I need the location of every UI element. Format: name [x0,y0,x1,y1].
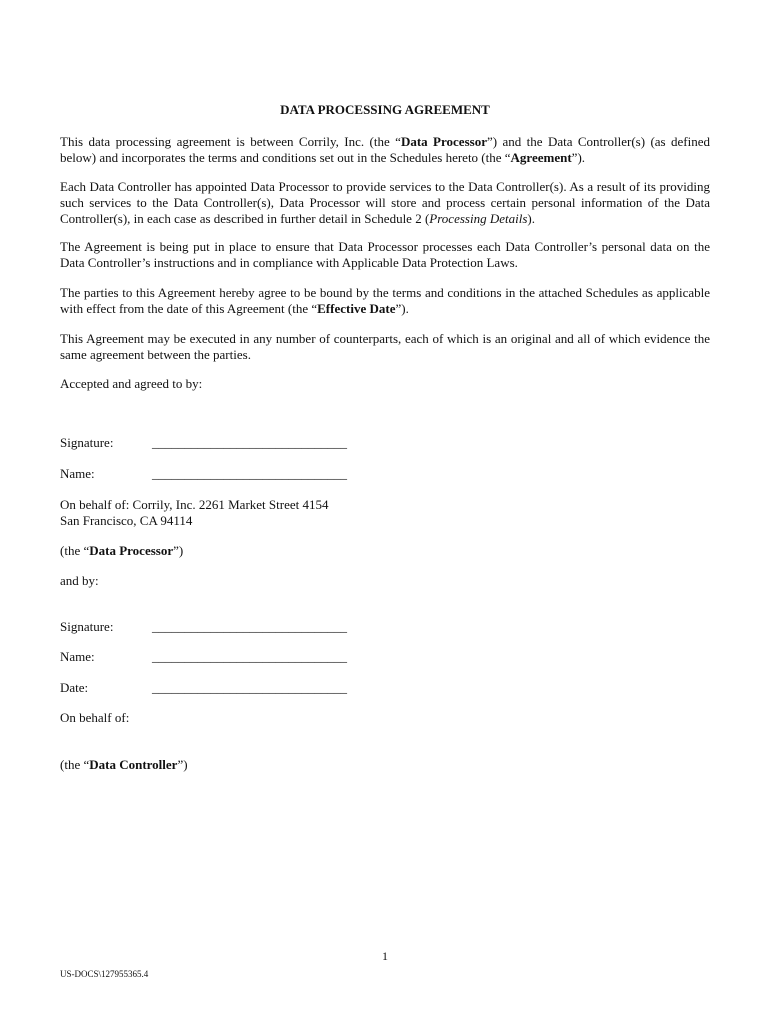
processor-behalf-line1: On behalf of: Corrily, Inc. 2261 Market Street 4154 [60,497,329,512]
intro-paragraph: This data processing agreement is between Corrily, Inc. (the “Data Processor”) and the Data Controller(s) (as defined below) and incorporates the terms and conditions set out in the Schedules hereto (the “Agreement”). [60,134,710,165]
processor-signature-label: Signature: [60,435,114,450]
processor-signature-line[interactable]: ______________________________ [152,435,347,450]
binding-paragraph: The parties to this Agreement hereby agree to be bound by the terms and conditions in the attached Schedules as applicable with effect from the date of this Agreement (the “Effective Date”). [60,285,710,316]
and-by-label: and by: [60,573,99,588]
purpose-paragraph: The Agreement is being put in place to ensure that Data Processor processes each Data Controller’s personal data on the Data Controller’s instructions and in compliance with Applicable Data Protection Laws. [60,239,710,270]
controller-role: (the “Data Controller”) [60,757,188,772]
controller-signature-line[interactable]: ______________________________ [152,619,347,634]
document-title: DATA PROCESSING AGREEMENT [280,102,490,117]
processor-role: (the “Data Processor”) [60,543,184,558]
controller-signature-label: Signature: [60,619,114,634]
controller-date-label: Date: [60,680,89,695]
effective-date-term: Effective Date [317,301,396,316]
processor-name-line[interactable]: ______________________________ [152,466,347,481]
appointment-paragraph: Each Data Controller has appointed Data Processor to provide services to the Data Controller(s). As a result of its providing such services to the Data Controller(s), Data Processor will store and process certain personal information of the Data Controller(s), in each case as described in further detail in Schedule 2 (Processing Details). [60,179,710,226]
agreement-term: Agreement [510,150,572,165]
data-processor-term: Data Processor [400,134,487,149]
controller-date-line[interactable]: ______________________________ [152,680,347,695]
controller-behalf-label: On behalf of: [60,710,130,725]
page-number: 1 [382,949,388,963]
processor-name-label: Name: [60,466,95,481]
processing-details-term: Processing Details [429,211,528,226]
counterparts-paragraph: This Agreement may be executed in any number of counterparts, each of which is an original and all of which evidence the same agreement between the parties. [60,331,710,362]
accepted-heading: Accepted and agreed to by: [60,376,203,391]
controller-name-label: Name: [60,649,95,664]
processor-behalf-line2: San Francisco, CA 94114 [60,513,193,528]
footer-doc-ref: US-DOCS\127955365.4 [60,969,149,979]
controller-name-line[interactable]: ______________________________ [152,649,347,664]
